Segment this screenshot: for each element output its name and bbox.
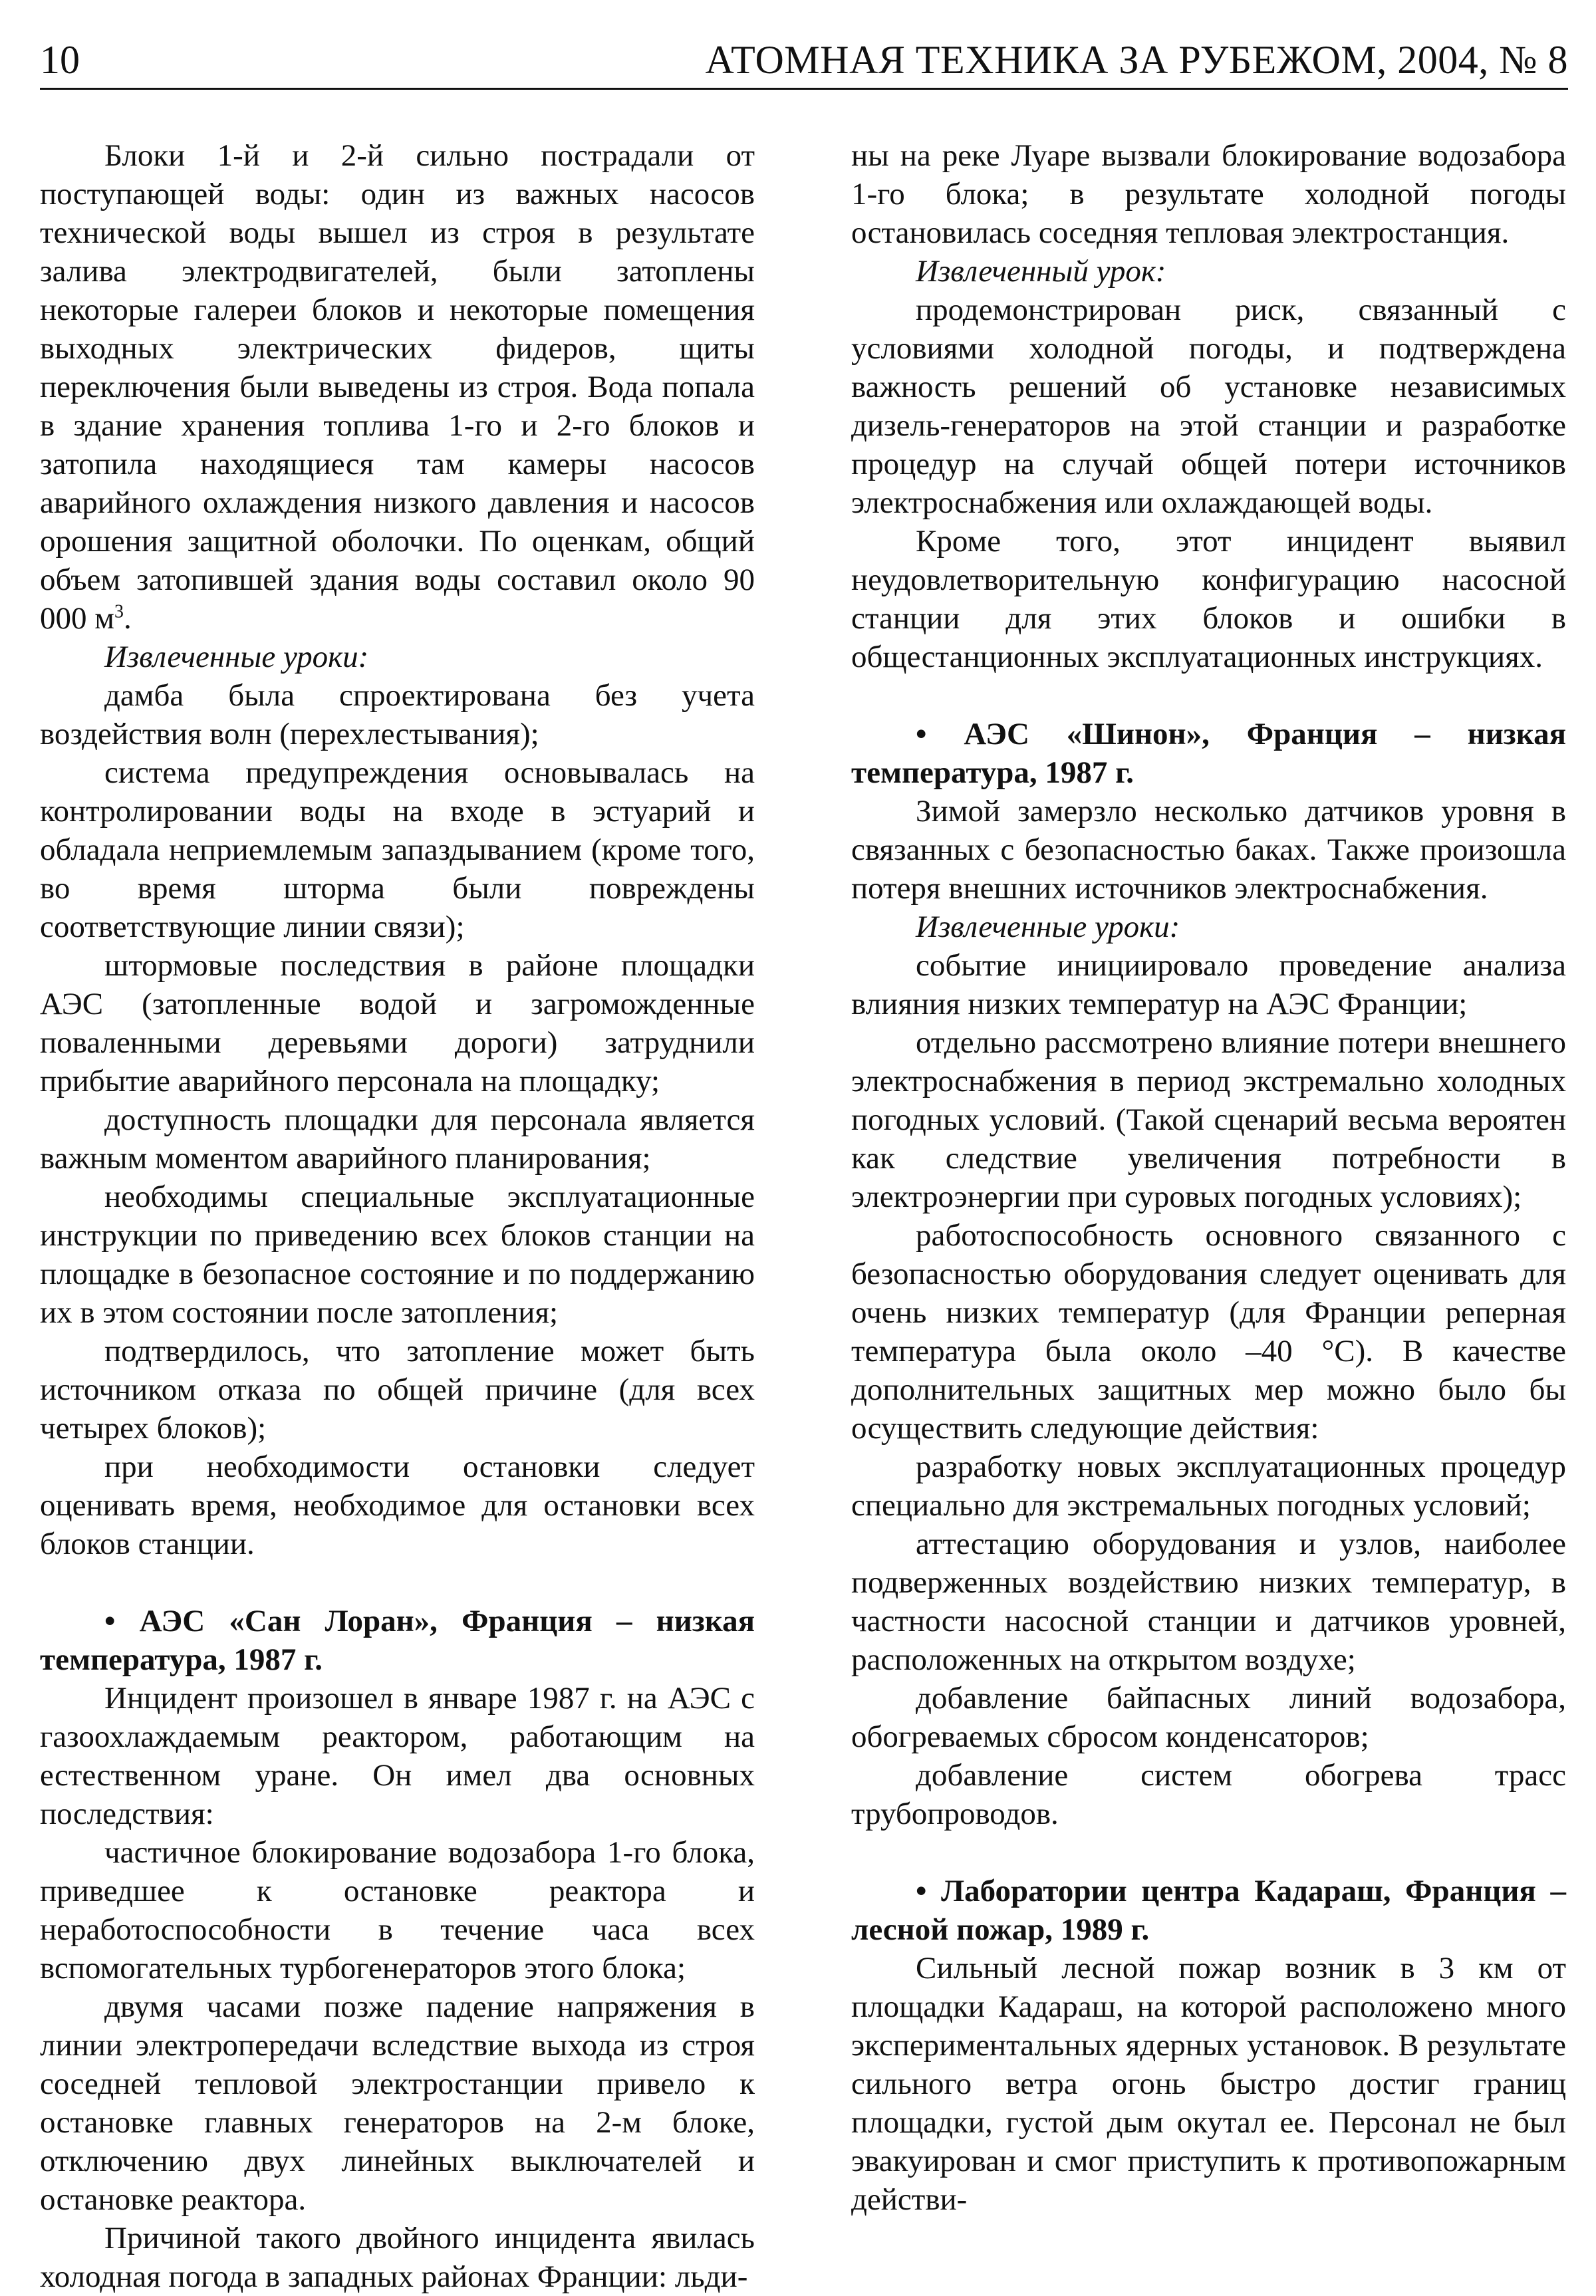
lesson-item: аттестацию оборудования и узлов, наиболее подверженных воздействию низких температур, в частности насосной станции и датчиков уровней, расположенных на открытом воздухе; xyxy=(851,1527,1566,1677)
section-heading-cadarache: • Лаборатории центра Кадараш, Франция – лесной пожар, 1989 г. xyxy=(851,1874,1566,1947)
flood-paragraph xyxy=(40,136,755,638)
flood-paragraph-text: Блоки 1-й и 2-й сильно пострадали от поступающей воды: один из важных насосов технической воды вышел из строя в результате залива электродвигателей, были затоплены некоторые галереи блоков и некоторые помещения выходных электрических фидеров, щиты переключения были выведены из строя. Вода попала в здание хранения топлива 1-го и 2-го блоков и затопила находящиеся там камеры насосов аварийного охлаждения низкого давления и насосов орошения защитной оболочки. По оценкам, общий объем затопившей здания воды составил около 90 000 м xyxy=(40,138,755,636)
lesson-item: доступность площадки для персонала является важным моментом аварийного планирования; xyxy=(40,1102,755,1176)
lesson-item: событие инициировало проведение анализа влияния низких температур на АЭС Франции; xyxy=(851,948,1566,1021)
lesson-item: отдельно рассмотрено влияние потери внешнего электроснабжения в период экстремально холодных погодных условий. (Такой сценарий весьма вероятен как следствие увеличения потребности в электроэнергии при суровых погодных условиях); xyxy=(851,1025,1566,1214)
body-paragraph: Кроме того, этот инцидент выявил неудовлетворительную конфигурацию насосной станции для этих блоков и ошибки в общестанционных эксплуатационных инструкциях. xyxy=(851,524,1566,674)
lesson-item: добавление систем обогрева трасс трубопроводов. xyxy=(851,1758,1566,1831)
body-paragraph: двумя часами позже падение напряжения в линии электропередачи вследствие выхода из строя соседней тепловой электростанции привело к остановке главных генераторов на 2-м блоке, отключению двух линейных выключателей и остановке реактора. xyxy=(40,1989,755,2217)
section-heading-chinon: • АЭС «Шинон», Франция – низкая температура, 1987 г. xyxy=(851,717,1566,790)
lesson-item: разработку новых эксплуатационных процедур специально для экстремальных погодных условий; xyxy=(851,1450,1566,1523)
journal-title: АТОМНАЯ ТЕХНИКА ЗА РУБЕЖОМ, 2004, № 8 xyxy=(705,38,1568,82)
lesson-item: необходимы специальные эксплуатационные инструкции по приведению всех блоков станции на площадке в безопасное состояние и по поддержанию их в этом состоянии после затопления; xyxy=(40,1180,755,1330)
lesson-item: подтвердилось, что затопление может быть источником отказа по общей причине (для всех четырех блоков); xyxy=(40,1334,755,1446)
body-paragraph-continued: ны на реке Луаре вызвали блокирование водозабора 1-го блока; в результате холодной погоды остановилась соседняя тепловая электростанция. xyxy=(851,138,1566,250)
section-heading-saint-laurent: • АЭС «Сан Лоран», Франция – низкая температура, 1987 г. xyxy=(40,1604,755,1677)
lesson-item: система предупреждения основывалась на контролировании воды на входе в эстуарий и обладала неприемлемым запаздыванием (кроме того, во время шторма были повреждены соответствующие линии связи); xyxy=(40,755,755,944)
body-paragraph: частичное блокирование водозабора 1-го блока, приведшее к остановке реактора и неработоспособности в течение часа всех вспомогательных турбогенераторов этого блока; xyxy=(40,1835,755,1985)
body-paragraph: Сильный лесной пожар возник в 3 км от площадки Кадараш, на которой расположено много экспериментальных ядерных установок. В результате сильного ветра огонь быстро достиг границ площадки, густой дым окутал ее. Персонал не был эвакуирован и смог приступить к противопожарным действи- xyxy=(851,1951,1566,2217)
right-column xyxy=(851,136,1566,2219)
flood-paragraph-end: . xyxy=(124,601,132,636)
lesson-item: работоспособность основного связанного с безопасностью оборудования следует оценивать для очень низких температур (для Франции реперная температура была около –40 °С). В качестве дополнительных защитных мер можно было бы осуществить следующие действия: xyxy=(851,1218,1566,1446)
lessons-label: Извлеченные уроки: xyxy=(104,640,369,674)
body-paragraph: Зимой замерзло несколько датчиков уровня в связанных с безопасностью баках. Также произошла потеря внешних источников электроснабжения. xyxy=(851,794,1566,906)
lesson-item: дамба была спроектирована без учета воздействия волн (перехлестывания); xyxy=(40,678,755,751)
lesson-item: штормовые последствия в районе площадки АЭС (затопленные водой и загроможденные поваленными деревьями дороги) затруднили прибытие аварийного персонала на площадку; xyxy=(40,948,755,1098)
lessons-label: Извлеченные уроки: xyxy=(916,910,1180,944)
body-paragraph: Причиной такого двойного инцидента явилась холодная погода в западных районах Франции: льди- xyxy=(40,2221,755,2294)
left-column xyxy=(40,136,755,2296)
lesson-item: при необходимости остановки следует оценивать время, необходимое для остановки всех блоков станции. xyxy=(40,1450,755,1561)
page-number: 10 xyxy=(40,38,80,82)
lesson-item: добавление байпасных линий водозабора, обогреваемых сбросом конденсаторов; xyxy=(851,1681,1566,1754)
body-paragraph: Инцидент произошел в январе 1987 г. на АЭС с газоохлаждаемым реактором, работающим на естественном уране. Он имел два основных последствия: xyxy=(40,1681,755,1831)
lesson-label: Извлеченный урок: xyxy=(916,254,1166,289)
cubic-superscript: 3 xyxy=(114,601,124,622)
lesson-item: продемонстрирован риск, связанный с условиями холодной погоды, и подтверждена важность решений об установке независимых дизель-генераторов на этой станции и разработке процедур на случай общей потери источников электроснабжения или охлаждающей воды. xyxy=(851,293,1566,520)
page-header xyxy=(40,35,1568,90)
